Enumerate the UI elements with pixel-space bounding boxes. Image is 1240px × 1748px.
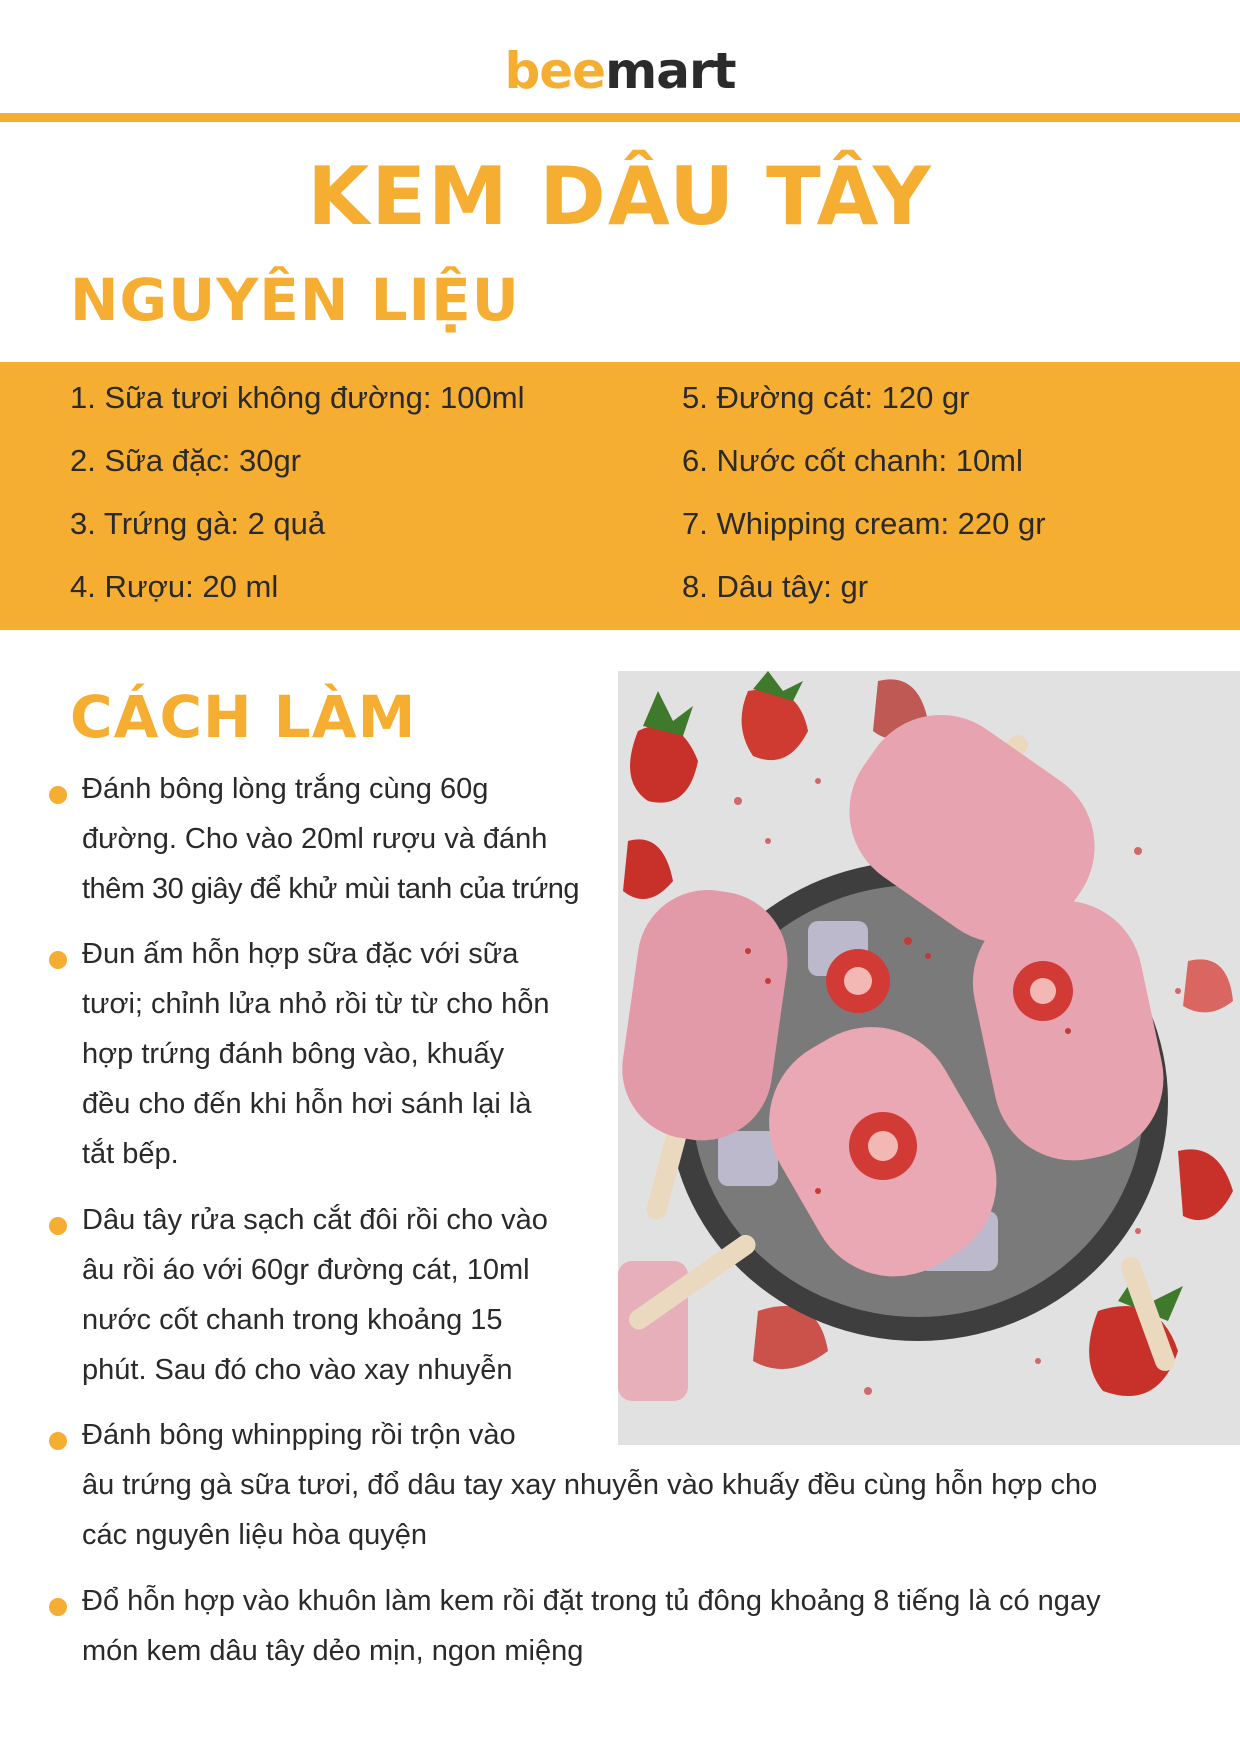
brand-logo-part2: mart [605, 42, 736, 100]
step-3-line: phút. Sau đó cho vào xay nhuyễn [82, 1354, 513, 1386]
step-1-line: thêm 30 giây để khử mùi tanh của trứng [82, 873, 579, 905]
step-4-line: Đánh bông whinpping rồi trộn vào [82, 1419, 516, 1451]
header-divider [0, 113, 1240, 122]
ingredient-item: 8. Dâu tây: gr [682, 569, 869, 604]
step-4-line: âu trứng gà sữa tươi, đổ dâu tay xay nhuyễn vào khuấy đều cùng hỗn hợp cho [82, 1469, 1098, 1501]
ingredient-item: 7. Whipping cream: 220 gr [682, 506, 1046, 541]
step-5-line: món kem dâu tây dẻo mịn, ngon miệng [82, 1635, 584, 1667]
strawberry-popsicle-photo [618, 671, 1240, 1445]
step-5-line: Đổ hỗn hợp vào khuôn làm kem rồi đặt trong tủ đông khoảng 8 tiếng là có ngay [82, 1585, 1101, 1617]
brand-logo [0, 42, 1240, 100]
step-2-line: tươi; chỉnh lửa nhỏ rồi từ từ cho hỗn [82, 988, 550, 1020]
step-3-line: âu rồi áo với 60gr đường cát, 10ml [82, 1254, 530, 1286]
step-2-line: tắt bếp. [82, 1138, 179, 1170]
step-1-line: đường. Cho vào 20ml rượu và đánh [82, 823, 548, 855]
recipe-title: KEM DÂU TÂY [307, 150, 933, 243]
step-bullet-icon [49, 951, 67, 969]
ingredient-item: 1. Sữa tươi không đường: 100ml [70, 380, 525, 415]
step-2-line: hợp trứng đánh bông vào, khuấy [82, 1038, 505, 1070]
step-bullet-icon [49, 1432, 67, 1450]
ingredients-heading: NGUYÊN LIỆU [70, 266, 520, 334]
step-bullet-icon [49, 1598, 67, 1616]
step-1-line: Đánh bông lòng trắng cùng 60g [82, 773, 489, 805]
step-2-line: đều cho đến khi hỗn hơi sánh lại là [82, 1088, 532, 1120]
ingredient-item: 2. Sữa đặc: 30gr [70, 443, 302, 478]
step-2-line: Đun ấm hỗn hợp sữa đặc với sữa [82, 938, 519, 970]
step-3-line: Dâu tây rửa sạch cắt đôi rồi cho vào [82, 1204, 548, 1236]
ingredient-item: 4. Rượu: 20 ml [70, 569, 279, 604]
step-bullet-icon [49, 786, 67, 804]
ingredient-item: 3. Trứng gà: 2 quả [70, 506, 326, 541]
step-4-line: các nguyên liệu hòa quyện [82, 1519, 428, 1551]
ingredient-item: 5. Đường cát: 120 gr [682, 380, 970, 415]
step-3-line: nước cốt chanh trong khoảng 15 [82, 1304, 503, 1336]
method-heading: CÁCH LÀM [70, 683, 417, 751]
step-bullet-icon [49, 1217, 67, 1235]
brand-logo-part1: bee [504, 42, 606, 100]
ingredient-item: 6. Nước cốt chanh: 10ml [682, 443, 1023, 478]
